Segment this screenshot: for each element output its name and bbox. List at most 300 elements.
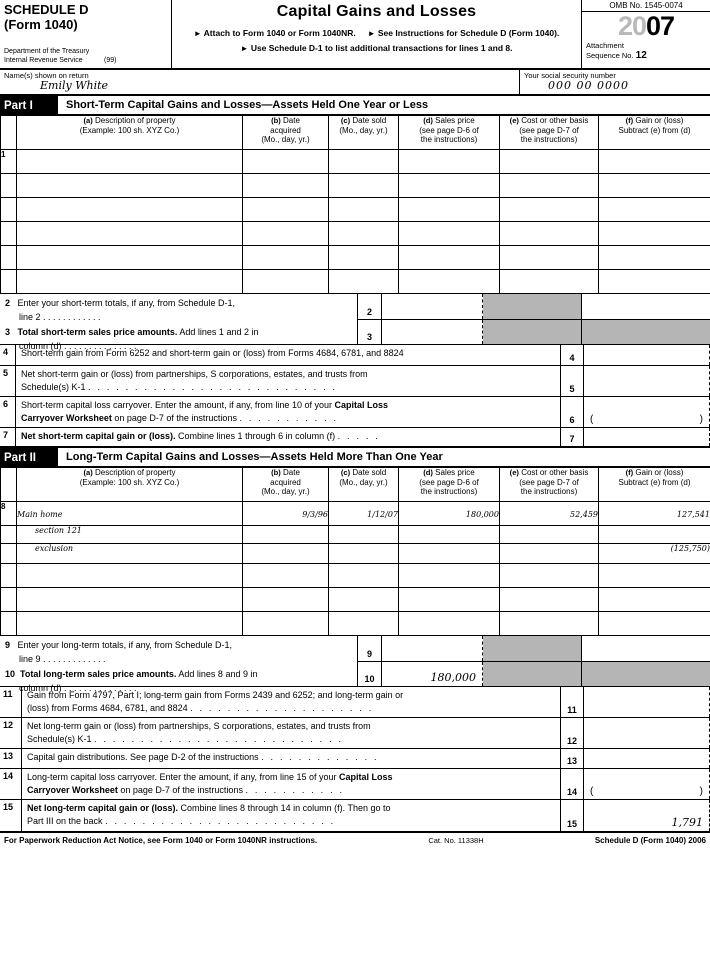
line14-amount[interactable] [584, 769, 710, 799]
part1-cell-d[interactable] [399, 246, 500, 270]
part1-lines-2-3-boxes [358, 294, 710, 344]
schedule-title [4, 3, 167, 32]
table-row[interactable] [1, 526, 710, 544]
part2-lines-9-10-boxes [358, 636, 710, 686]
part1-col-f-tag: (f) [625, 116, 634, 125]
line7-text-bold: Net short-term capital gain or (loss). [21, 431, 176, 441]
name-field-container[interactable] [0, 70, 520, 94]
line10-box-number: 10 [358, 662, 382, 687]
line10-value-d: 180,000 [430, 671, 476, 684]
part1-cell-b[interactable] [243, 270, 329, 294]
part2-col-d-header [399, 468, 500, 502]
part2-col-d-label: Sales price [435, 468, 475, 477]
part1-cell-c[interactable] [329, 246, 399, 270]
line6-text-line2-bold: Carryover Worksheet [21, 413, 112, 424]
part2-col-d-sub2: the instructions) [420, 487, 478, 497]
part2-cell-d[interactable] [399, 526, 500, 544]
line3-shaded-e [483, 320, 582, 345]
part2-col-b-sub2: (Mo., day, yr.) [261, 487, 310, 497]
line6-text-line1: Short-term capital loss carryover. Enter the amount, if any, from line 10 of your [21, 400, 335, 410]
line6-paren-close: ) [699, 414, 703, 425]
line10-text-line2: column (d) [19, 682, 62, 693]
part2-cell-b[interactable]: 9/3/96 [243, 502, 329, 526]
line12-text-line1: Net long-term gain or (loss) from partnerships, S corporations, estates, and trusts from [27, 721, 371, 731]
line14-paren-open: ( [590, 786, 594, 797]
line12-amount[interactable] [584, 718, 710, 748]
part2-col-a-tag: (a) [83, 468, 93, 477]
header-left-block [0, 0, 172, 68]
line3-text [5, 326, 353, 340]
part2-col-f-tag: (f) [625, 468, 634, 477]
part2-cell-b[interactable] [243, 526, 329, 544]
part2-cell-c[interactable] [329, 588, 399, 612]
part2-cell-e[interactable] [500, 612, 599, 636]
part1-cell-f[interactable] [599, 222, 710, 246]
line11-dots: . . . . . . . . . . . . . . . . . . . . [190, 703, 374, 714]
line9-text-line2: line 9 [19, 653, 41, 664]
line14-text-line1: Long-term capital loss carryover. Enter the amount, if any, from line 15 of your [27, 772, 339, 782]
line10-shaded-f [582, 662, 710, 687]
line2-number: 2 [5, 298, 11, 308]
table-row[interactable] [1, 222, 710, 246]
part1-cell-b[interactable] [243, 222, 329, 246]
page-title: Capital Gains and Losses [276, 3, 477, 20]
part1-cell-b[interactable] [243, 174, 329, 198]
part2-cell-c[interactable] [329, 612, 399, 636]
ssn-value: 000 00 0000 [548, 79, 629, 92]
line6-text [16, 397, 560, 427]
line2-amount-f[interactable] [582, 294, 710, 319]
table-row[interactable] [1, 564, 710, 588]
line14-paren-close: ) [699, 786, 703, 797]
part1-col-b-label: Date [283, 116, 300, 125]
part1-cell-b[interactable] [243, 198, 329, 222]
part2-rownum-blank [1, 564, 17, 588]
part2-cell-e[interactable] [500, 526, 599, 544]
part2-col-e-label: Cost or other basis [521, 468, 589, 477]
part1-col-d-sub2: the instructions) [420, 135, 478, 145]
part1-col-c-tag: (c) [340, 116, 351, 125]
part2-col-c-sub: (Mo., day, yr.) [339, 477, 388, 487]
part1-cell-a[interactable] [17, 246, 243, 270]
part2-cell-f[interactable] [599, 612, 710, 636]
part1-cell-e[interactable] [500, 150, 599, 174]
part2-cell-d[interactable] [399, 544, 500, 564]
part1-cell-f[interactable] [599, 246, 710, 270]
part2-col-e-sub2: the instructions) [520, 487, 578, 497]
line6-amount[interactable] [584, 397, 710, 427]
attachment-number: 12 [635, 50, 647, 62]
part1-cell-e[interactable] [500, 270, 599, 294]
line2-text-line1: Enter your short-term totals, if any, from Schedule D-1, [17, 298, 235, 308]
line9-amount-f[interactable] [582, 636, 710, 661]
line-15-row [0, 800, 710, 831]
line9-dots: . . . . . . . . . . . . . [43, 653, 106, 664]
part2-cell-d[interactable] [399, 612, 500, 636]
part1-cell-f[interactable] [599, 270, 710, 294]
part1-header-row [1, 116, 710, 150]
part1-col-b-header [243, 116, 329, 150]
part1-cell-e[interactable] [500, 198, 599, 222]
line3-text-bold: Total short-term sales price amounts. [17, 327, 178, 337]
part1-table [0, 115, 710, 294]
ssn-field-container[interactable] [520, 70, 710, 94]
line14-text-line2-bold: Carryover Worksheet [27, 785, 118, 796]
part2-cell-a[interactable] [17, 588, 243, 612]
part1-cell-b[interactable] [243, 150, 329, 174]
line9-text [5, 639, 353, 653]
part2-table [0, 467, 710, 636]
footer-left: For Paperwork Reduction Act Notice, see Form 1040 or Form 1040NR instructions. [4, 836, 318, 845]
part2-cell-f[interactable]: (125,750) [599, 544, 710, 564]
line2-amount-d[interactable] [382, 294, 483, 319]
part2-col-b-sub: acquired [270, 477, 301, 487]
part2-col-f-label: Gain or (loss) [635, 468, 684, 477]
part2-badge: Part II [0, 448, 58, 466]
line11-number: 11 [0, 687, 22, 717]
line15-amount[interactable] [584, 800, 710, 831]
line12-dots: . . . . . . . . . . . . . . . . . . . . . . . . . . . [94, 734, 344, 745]
line15-dots: . . . . . . . . . . . . . . . . . . . . . . . . . [105, 816, 336, 827]
part1-cell-d[interactable] [399, 270, 500, 294]
part2-cell-f[interactable] [599, 588, 710, 612]
part2-header-row [1, 468, 710, 502]
part1-rownum-blank [1, 198, 17, 222]
part1-rownum-blank [1, 174, 17, 198]
part2-cell-f[interactable]: 127,541 [599, 502, 710, 526]
table-row[interactable] [1, 270, 710, 294]
part1-col-e-label: Cost or other basis [521, 116, 589, 125]
part2-cell-d[interactable]: 180,000 [399, 502, 500, 526]
part1-banner [0, 96, 710, 115]
part2-col-a-header [17, 468, 243, 502]
part1-col-a-tag: (a) [83, 116, 93, 125]
part1-col-e-header [500, 116, 599, 150]
tax-year-century: 20 [617, 11, 646, 41]
line3-dots: . . . . . . . . . . . . . . . [64, 340, 137, 351]
line11-text-line2: (loss) from Forms 4684, 6781, and 8824 [27, 703, 188, 714]
part1-col-b-tag: (b) [271, 116, 281, 125]
part2-cell-d[interactable] [399, 564, 500, 588]
line13-text-main: Capital gain distributions. See page D-2 of the instructions [27, 752, 259, 762]
line9-amount-d[interactable] [382, 636, 483, 661]
part2-col-a-label: Description of property [95, 468, 176, 477]
part2-col-e-sub: (see page D-7 of [519, 477, 579, 487]
line3-number: 3 [5, 327, 11, 337]
line13-amount[interactable] [584, 749, 710, 768]
part2-lines-9-10 [0, 636, 710, 693]
line10-text-rest: Add lines 8 and 9 in [176, 669, 258, 679]
name-label: Name(s) shown on return [4, 71, 89, 80]
line6-box-number: 6 [560, 397, 584, 427]
part2-cell-a[interactable]: section 121 [17, 526, 243, 544]
line15-text-rest: Combine lines 8 through 14 in column (f). Then go to [178, 803, 391, 813]
line2-text [5, 297, 353, 311]
form-footer [0, 831, 710, 845]
part2-cell-a[interactable] [17, 564, 243, 588]
line6-text-bold: Capital Loss [334, 400, 388, 410]
part2-cell-a[interactable]: exclusion [17, 544, 243, 564]
name-ssn-row [0, 70, 710, 96]
line4-text: Short-term gain from Form 6252 and short-term gain or (loss) from Forms 4684, 6781, and 8824 [21, 348, 404, 358]
part2-cell-b[interactable] [243, 564, 329, 588]
part2-cell-a[interactable]: Main home [17, 502, 243, 526]
part2-col-f-sub: Subtract (e) from (d) [618, 477, 691, 487]
line14-text-line2-rest: on page D-7 of the instructions [117, 785, 243, 796]
part2-col-b-label: Date [283, 468, 300, 477]
line6-dots: . . . . . . . . . . . [239, 413, 339, 424]
part2-title: Long-Term Capital Gains and Losses—Assets Held More Than One Year [66, 451, 443, 463]
line3-text-rest: Add lines 1 and 2 in [177, 327, 259, 337]
tax-year-value: 07 [646, 11, 675, 41]
part2-cell-b[interactable] [243, 544, 329, 564]
part1-col-b-sub: acquired [270, 125, 301, 135]
part1-badge: Part I [0, 96, 58, 114]
part2-col-c-label: Date sold [352, 468, 387, 477]
part2-cell-c[interactable] [329, 526, 399, 544]
line14-text-bold: Capital Loss [338, 772, 393, 782]
part2-cell-e[interactable] [500, 564, 599, 588]
part1-col-f-header [599, 116, 710, 150]
part2-col-c-tag: (c) [340, 468, 351, 477]
attach-left-text: Attach to Form 1040 or Form 1040NR. [203, 28, 356, 38]
line12-box-number: 12 [560, 718, 584, 748]
line-13-row [0, 749, 710, 769]
part2-cell-c[interactable] [329, 544, 399, 564]
line12-text [22, 718, 560, 748]
line11-text-line1: Gain from Form 4797, Part I; long-term gain from Forms 2439 and 6252; and long-term gain or [27, 690, 404, 700]
attach-bottom-text: Use Schedule D-1 to list additional transactions for lines 1 and 8. [250, 43, 513, 53]
part1-col-f-label: Gain or (loss) [635, 116, 684, 125]
part2-cell-b[interactable] [243, 588, 329, 612]
header-right-block [582, 0, 710, 68]
line11-text [22, 687, 560, 717]
part1-col-c-sub: (Mo., day, yr.) [339, 125, 388, 135]
part1-cell-e[interactable] [500, 246, 599, 270]
part1-cell-e[interactable] [500, 222, 599, 246]
part1-col-b-sub2: (Mo., day, yr.) [261, 135, 310, 145]
part1-cell-f[interactable] [599, 174, 710, 198]
line-4-row [0, 345, 710, 366]
part2-cell-b[interactable] [243, 612, 329, 636]
part2-col-e-tag: (e) [509, 468, 519, 477]
line-11-row [0, 687, 710, 718]
part2-banner [0, 448, 710, 467]
part2-cell-d[interactable] [399, 588, 500, 612]
line3-box-row [358, 319, 710, 345]
part1-cell-b[interactable] [243, 246, 329, 270]
part1-rownum-header [1, 116, 17, 150]
part2-rownum-blank [1, 526, 17, 544]
line3-amount-d[interactable] [382, 320, 483, 345]
part1-cell-f[interactable] [599, 198, 710, 222]
line-14-row [0, 769, 710, 800]
line2-box-number: 2 [358, 294, 382, 319]
part1-col-a-label: Description of property [95, 116, 176, 125]
line15-text [22, 800, 560, 831]
part2-col-e-header [500, 468, 599, 502]
table-row[interactable] [1, 544, 710, 564]
part1-cell-a[interactable] [17, 222, 243, 246]
line15-value: 1,791 [671, 816, 703, 829]
part2-rownum-header [1, 468, 17, 502]
line14-text [22, 769, 560, 799]
part1-cell-d[interactable] [399, 198, 500, 222]
part2-cell-f[interactable] [599, 564, 710, 588]
line9-text-line1: Enter your long-term totals, if any, from Schedule D-1, [17, 640, 232, 650]
line10-box-row [358, 661, 710, 687]
part2-cell-f[interactable] [599, 526, 710, 544]
line10-text [5, 668, 353, 682]
part2-cell-a[interactable] [17, 612, 243, 636]
arrow-icon: ► [240, 44, 249, 53]
part1-cell-c[interactable] [329, 198, 399, 222]
part2-cell-e[interactable] [500, 544, 599, 564]
line-12-row [0, 718, 710, 749]
part1-cell-d[interactable] [399, 174, 500, 198]
part1-col-a-sub: (Example: 100 sh. XYZ Co.) [79, 125, 180, 135]
line5-text-line1: Net short-term gain or (loss) from partnerships, S corporations, estates, and trusts from [21, 369, 368, 379]
schedule-title-line1: SCHEDULE D [4, 2, 89, 17]
department-code: (99) [104, 56, 117, 64]
line15-text-bold: Net long-term capital gain or (loss). [27, 803, 179, 813]
part2-col-d-tag: (d) [423, 468, 433, 477]
line14-number: 14 [0, 769, 22, 799]
line-6-row [0, 397, 710, 428]
part2-cell-c[interactable]: 1/12/07 [329, 502, 399, 526]
table-row[interactable] [1, 612, 710, 636]
line6-number: 6 [0, 397, 16, 427]
attach-instruction-row [176, 28, 577, 38]
schedule-d1-instruction [176, 43, 577, 53]
line2-dots: . . . . . . . . . . . . [43, 311, 101, 322]
part2-rownum-blank [1, 612, 17, 636]
line10-amount-d[interactable] [382, 662, 483, 687]
line7-dots: . . . . . [337, 431, 380, 441]
line7-amount[interactable] [584, 428, 710, 446]
line7-text [16, 428, 560, 446]
line2-shaded-e [483, 294, 582, 319]
part2-col-f-header [599, 468, 710, 502]
part1-rownum-blank [1, 222, 17, 246]
line11-box-number: 11 [560, 687, 584, 717]
part1-cell-c[interactable] [329, 174, 399, 198]
part2-col-a-sub: (Example: 100 sh. XYZ Co.) [79, 477, 180, 487]
footer-cat-no: Cat. No. 11338H [428, 836, 484, 845]
line4-amount[interactable] [584, 345, 710, 365]
part1-cell-c[interactable] [329, 150, 399, 174]
line5-box-number: 5 [560, 366, 584, 396]
footer-right: Schedule D (Form 1040) 2006 [594, 836, 706, 845]
line13-dots: . . . . . . . . . . . . . [261, 752, 379, 762]
part1-title: Short-Term Capital Gains and Losses—Assets Held One Year or Less [66, 99, 429, 111]
table-row[interactable] [1, 198, 710, 222]
part1-cell-a[interactable] [17, 270, 243, 294]
part1-cell-d[interactable] [399, 222, 500, 246]
part1-cell-c[interactable] [329, 222, 399, 246]
arrow-icon: ► [367, 29, 376, 38]
table-row[interactable] [1, 502, 710, 526]
line10-shaded-e [483, 662, 582, 687]
part1-col-e-sub: (see page D-7 of [519, 125, 579, 135]
line14-box-number: 14 [560, 769, 584, 799]
name-value: Emily White [40, 79, 109, 92]
part1-col-a-header [17, 116, 243, 150]
line10-dots: . . . . . . . . . . . . . . . [64, 682, 137, 693]
attachment-label-1: Attachment [586, 41, 624, 50]
line9-box-row [358, 636, 710, 661]
part2-cell-e[interactable]: 52,459 [500, 502, 599, 526]
part2-col-b-tag: (b) [271, 468, 281, 477]
part1-cell-a[interactable] [17, 150, 243, 174]
part1-cell-a[interactable] [17, 174, 243, 198]
part1-cell-e[interactable] [500, 174, 599, 198]
table-row[interactable] [1, 588, 710, 612]
line-5-row [0, 366, 710, 397]
omb-number: OMB No. 1545-0074 [609, 1, 683, 10]
line15-number: 15 [0, 800, 22, 831]
line3-box-number: 3 [358, 320, 382, 345]
line7-text-rest: Combine lines 1 through 6 in column (f) [175, 431, 336, 441]
line5-amount[interactable] [584, 366, 710, 396]
line13-number: 13 [0, 749, 22, 768]
line9-number: 9 [5, 640, 11, 650]
tax-year [586, 13, 706, 40]
part2-cell-e[interactable] [500, 588, 599, 612]
line12-text-line2: Schedule(s) K-1 [27, 734, 92, 745]
line5-number: 5 [0, 366, 16, 396]
line11-amount[interactable] [584, 687, 710, 717]
line5-text [16, 366, 560, 396]
line4-box-number: 4 [560, 345, 584, 365]
part1-lines-2-3-text [0, 294, 358, 351]
part1-col-c-header [329, 116, 399, 150]
line13-text [22, 749, 560, 768]
line-7-row [0, 428, 710, 448]
part2-col-d-sub: (see page D-6 of [419, 477, 479, 487]
table-row[interactable] [1, 174, 710, 198]
line10-text-bold: Total long-term sales price amounts. [20, 669, 177, 679]
part2-cell-c[interactable] [329, 564, 399, 588]
table-row[interactable] [1, 150, 710, 174]
line5-dots: . . . . . . . . . . . . . . . . . . . . . . . . . . . [88, 382, 338, 393]
line9-shaded-e [483, 636, 582, 661]
part1-col-c-label: Date sold [352, 116, 387, 125]
part1-col-d-label: Sales price [435, 116, 475, 125]
line15-box-number: 15 [560, 800, 584, 831]
form-header [0, 0, 710, 70]
part1-col-d-sub: (see page D-6 of [419, 125, 479, 135]
line5-text-line2: Schedule(s) K-1 [21, 382, 86, 393]
part1-col-e-sub2: the instructions) [520, 135, 578, 145]
line14-dots: . . . . . . . . . . . [245, 785, 345, 796]
part1-cell-a[interactable] [17, 198, 243, 222]
line2-box-row [358, 294, 710, 319]
line12-number: 12 [0, 718, 22, 748]
part1-rownum-blank [1, 270, 17, 294]
attach-right-text: See Instructions for Schedule D (Form 1040). [377, 28, 560, 38]
schedule-title-line2: (Form 1040) [4, 16, 78, 32]
part1-lines-2-3 [0, 294, 710, 351]
part1-cell-f[interactable] [599, 150, 710, 174]
part2-lines-9-10-text [0, 636, 358, 693]
part1-cell-d[interactable] [399, 150, 500, 174]
table-row[interactable] [1, 246, 710, 270]
ssn-label: Your social security number [524, 71, 616, 80]
part1-col-f-sub: Subtract (e) from (d) [618, 125, 691, 135]
line10-number: 10 [5, 669, 16, 679]
part1-cell-c[interactable] [329, 270, 399, 294]
